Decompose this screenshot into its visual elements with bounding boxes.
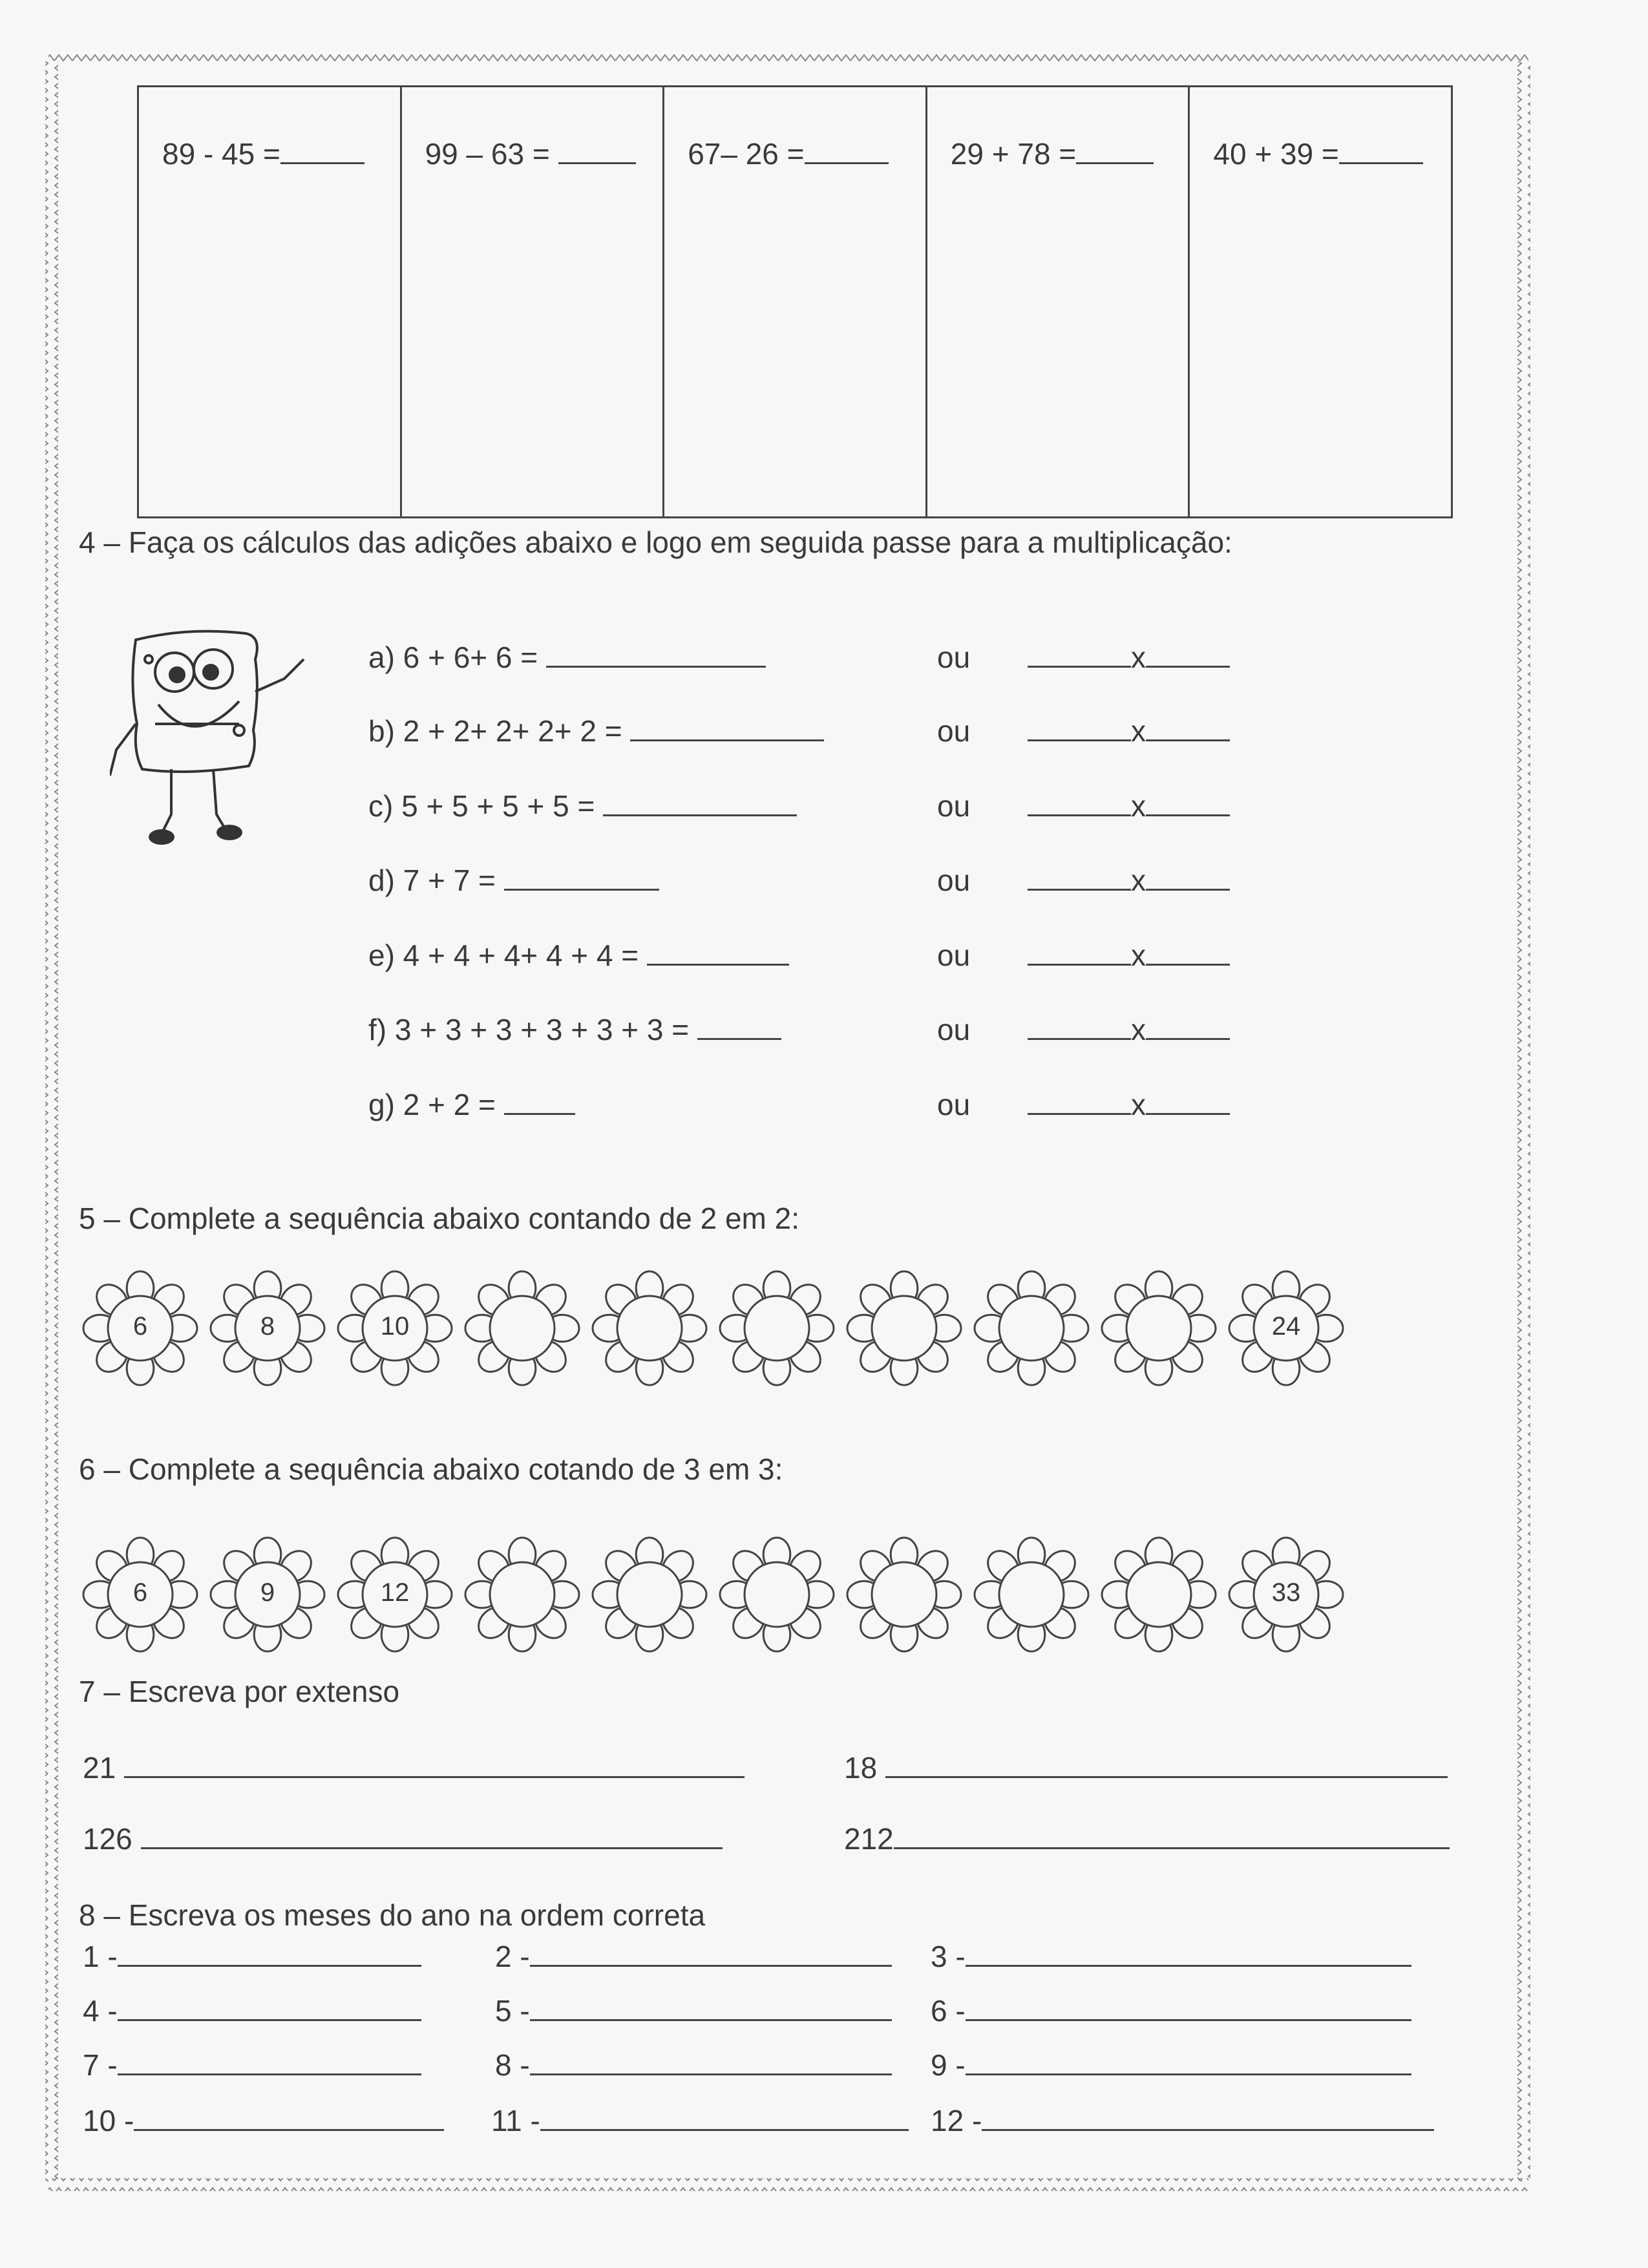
month-number: 10 - bbox=[83, 2104, 134, 2137]
flower-slot[interactable] bbox=[333, 1267, 456, 1390]
answer-blank[interactable] bbox=[805, 139, 889, 164]
q8-title: 8 – Escreva os meses do ano na ordem correta bbox=[79, 1898, 706, 1932]
answer-blank[interactable] bbox=[280, 139, 364, 164]
month-number: 2 - bbox=[495, 1940, 530, 1973]
flower-slot[interactable] bbox=[970, 1533, 1093, 1656]
sum-answer-blank[interactable] bbox=[504, 865, 659, 891]
or-word: ou bbox=[937, 641, 971, 674]
month-blank[interactable] bbox=[118, 2050, 421, 2075]
factor-blank[interactable] bbox=[1146, 865, 1230, 891]
month-blank[interactable] bbox=[966, 2050, 1411, 2075]
flower-icon bbox=[461, 1533, 584, 1656]
flower-slot[interactable] bbox=[843, 1533, 966, 1656]
or-word: ou bbox=[937, 714, 971, 748]
month-blank[interactable] bbox=[134, 2106, 444, 2131]
month-item bbox=[83, 2048, 421, 2083]
month-number: 9 - bbox=[931, 2048, 966, 2082]
flower-icon bbox=[588, 1267, 711, 1390]
factor-blank[interactable] bbox=[1028, 1015, 1131, 1040]
number-words-blank[interactable] bbox=[885, 1753, 1448, 1778]
month-blank[interactable] bbox=[530, 2050, 892, 2075]
factor-blank[interactable] bbox=[1146, 1090, 1230, 1115]
calc-expression: 29 + 78 = bbox=[950, 137, 1077, 171]
q6-title: 6 – Complete a sequência abaixo cotando de 3 em 3: bbox=[79, 1452, 783, 1486]
sum-row-f bbox=[368, 1012, 1273, 1051]
calc-table bbox=[137, 85, 1453, 518]
flower-slot[interactable] bbox=[461, 1267, 584, 1390]
flower-slot[interactable] bbox=[715, 1267, 838, 1390]
flower-number: 6 bbox=[132, 1312, 148, 1341]
flower-slot[interactable] bbox=[79, 1267, 202, 1390]
calc-expression: 67– 26 = bbox=[688, 137, 805, 171]
month-item bbox=[83, 1993, 421, 2028]
flower-icon bbox=[970, 1533, 1093, 1656]
flower-number: 9 bbox=[260, 1578, 275, 1607]
flower-slot[interactable] bbox=[1225, 1267, 1347, 1390]
flower-slot[interactable] bbox=[1097, 1267, 1220, 1390]
number-words-blank[interactable] bbox=[124, 1753, 745, 1778]
calc-cell[interactable] bbox=[927, 87, 1190, 516]
month-item bbox=[931, 1993, 1411, 2028]
flower-number: 12 bbox=[380, 1578, 410, 1607]
flower-slot[interactable] bbox=[588, 1267, 711, 1390]
sum-row-b bbox=[368, 714, 1273, 752]
calc-expression: 99 – 63 = bbox=[425, 137, 550, 171]
month-item bbox=[495, 1939, 892, 1974]
times-sign: x bbox=[1131, 789, 1146, 823]
sum-answer-blank[interactable] bbox=[603, 791, 797, 816]
flower-icon bbox=[588, 1533, 711, 1656]
flower-number: 33 bbox=[1271, 1578, 1301, 1607]
sum-row-e bbox=[368, 938, 1273, 977]
sum-answer-blank[interactable] bbox=[647, 940, 789, 966]
flower-icon bbox=[1097, 1267, 1220, 1390]
flower-icon bbox=[843, 1533, 966, 1656]
month-item bbox=[495, 2048, 892, 2083]
flower-slot[interactable] bbox=[970, 1267, 1093, 1390]
month-number: 5 - bbox=[495, 1994, 530, 2028]
flower-slot[interactable] bbox=[588, 1533, 711, 1656]
times-sign: x bbox=[1131, 641, 1146, 674]
times-sign: x bbox=[1131, 714, 1146, 748]
sum-row-d bbox=[368, 863, 1273, 902]
number-label: 126 bbox=[83, 1822, 132, 1856]
flower-icon bbox=[970, 1267, 1093, 1390]
sum-label: d) 7 + 7 = bbox=[368, 864, 496, 897]
or-word: ou bbox=[937, 789, 971, 823]
flower-icon bbox=[461, 1267, 584, 1390]
month-blank[interactable] bbox=[982, 2106, 1434, 2131]
sum-label: e) 4 + 4 + 4+ 4 + 4 = bbox=[368, 938, 639, 972]
sum-answer-blank[interactable] bbox=[697, 1015, 781, 1040]
factor-blank[interactable] bbox=[1028, 865, 1131, 891]
flower-slot[interactable] bbox=[206, 1267, 329, 1390]
month-number: 11 - bbox=[491, 2104, 540, 2137]
answer-blank[interactable] bbox=[1076, 139, 1154, 164]
month-item bbox=[931, 1939, 1411, 1974]
flower-number: 8 bbox=[260, 1312, 275, 1341]
number-label: 21 bbox=[83, 1751, 116, 1785]
answer-blank[interactable] bbox=[1339, 139, 1423, 164]
sum-label: c) 5 + 5 + 5 + 5 = bbox=[368, 789, 595, 823]
month-blank[interactable] bbox=[118, 1942, 421, 1967]
month-item bbox=[83, 2103, 444, 2138]
factor-blank[interactable] bbox=[1028, 1090, 1131, 1115]
month-item bbox=[83, 1939, 421, 1974]
number-label: 212 bbox=[844, 1822, 894, 1856]
sum-row-a bbox=[368, 640, 1273, 679]
calc-expression: 89 - 45 = bbox=[162, 137, 280, 171]
factor-blank[interactable] bbox=[1028, 940, 1131, 966]
month-item bbox=[931, 2048, 1411, 2083]
month-number: 12 - bbox=[931, 2104, 982, 2137]
calc-cell[interactable] bbox=[139, 87, 402, 516]
flower-slot[interactable] bbox=[333, 1533, 456, 1656]
sum-answer-blank[interactable] bbox=[504, 1090, 575, 1115]
flower-number: 24 bbox=[1271, 1312, 1301, 1341]
flower-slot[interactable] bbox=[715, 1533, 838, 1656]
flower-slot[interactable] bbox=[843, 1267, 966, 1390]
q5-title: 5 – Complete a sequência abaixo contando de 2 em 2: bbox=[79, 1202, 799, 1235]
flower-slot[interactable] bbox=[461, 1533, 584, 1656]
factor-blank[interactable] bbox=[1028, 642, 1131, 668]
sum-answer-blank[interactable] bbox=[630, 716, 824, 741]
or-word: ou bbox=[937, 864, 971, 897]
number-label: 18 bbox=[844, 1751, 878, 1785]
factor-blank[interactable] bbox=[1028, 791, 1131, 816]
flower-slot[interactable] bbox=[206, 1533, 329, 1656]
sum-row-c bbox=[368, 789, 1273, 827]
month-blank[interactable] bbox=[540, 2106, 909, 2131]
q4-title: 4 – Faça os cálculos das adições abaixo e logo em seguida passe para a multiplicação: bbox=[79, 525, 1232, 559]
answer-blank[interactable] bbox=[558, 139, 636, 164]
times-sign: x bbox=[1131, 864, 1146, 897]
factor-blank[interactable] bbox=[1146, 1015, 1230, 1040]
sum-label: b) 2 + 2+ 2+ 2+ 2 = bbox=[368, 714, 622, 748]
or-word: ou bbox=[937, 1013, 971, 1046]
flower-slot[interactable] bbox=[1097, 1533, 1220, 1656]
sum-row-g bbox=[368, 1087, 1273, 1126]
flower-icon bbox=[1097, 1533, 1220, 1656]
number-words-blank[interactable] bbox=[894, 1824, 1450, 1849]
month-item bbox=[491, 2103, 909, 2138]
month-item bbox=[495, 1993, 892, 2028]
number-words-item bbox=[83, 1821, 723, 1856]
month-number: 7 - bbox=[83, 2048, 118, 2082]
q7-title: 7 – Escreva por extenso bbox=[79, 1675, 400, 1708]
month-blank[interactable] bbox=[966, 1942, 1411, 1967]
number-words-item bbox=[844, 1750, 1448, 1785]
flower-slot[interactable] bbox=[1225, 1533, 1347, 1656]
flower-icon bbox=[715, 1267, 838, 1390]
factor-blank[interactable] bbox=[1146, 716, 1230, 741]
factor-blank[interactable] bbox=[1146, 791, 1230, 816]
month-number: 8 - bbox=[495, 2048, 530, 2082]
sum-label: a) 6 + 6+ 6 = bbox=[368, 641, 538, 674]
month-number: 6 - bbox=[931, 1994, 966, 2028]
or-word: ou bbox=[937, 938, 971, 972]
calc-cell[interactable] bbox=[1190, 87, 1451, 516]
factor-blank[interactable] bbox=[1146, 642, 1230, 668]
factor-blank[interactable] bbox=[1146, 940, 1230, 966]
or-word: ou bbox=[937, 1088, 971, 1121]
month-number: 1 - bbox=[83, 1940, 118, 1973]
month-blank[interactable] bbox=[966, 1996, 1411, 2021]
sponge-character-icon bbox=[110, 620, 317, 860]
sum-label: g) 2 + 2 = bbox=[368, 1088, 496, 1121]
times-sign: x bbox=[1131, 1013, 1146, 1046]
month-item bbox=[931, 2103, 1434, 2138]
flower-slot[interactable] bbox=[79, 1533, 202, 1656]
times-sign: x bbox=[1131, 1088, 1146, 1121]
calc-expression: 40 + 39 = bbox=[1213, 137, 1339, 171]
number-words-item bbox=[83, 1750, 745, 1785]
number-words-blank[interactable] bbox=[141, 1824, 723, 1849]
month-number: 3 - bbox=[931, 1940, 966, 1973]
factor-blank[interactable] bbox=[1028, 716, 1131, 741]
flower-number: 6 bbox=[132, 1578, 148, 1607]
sum-label: f) 3 + 3 + 3 + 3 + 3 + 3 = bbox=[368, 1013, 690, 1046]
month-blank[interactable] bbox=[530, 1942, 892, 1967]
number-words-item bbox=[844, 1821, 1450, 1856]
times-sign: x bbox=[1131, 938, 1146, 972]
flower-icon bbox=[843, 1267, 966, 1390]
calc-cell[interactable] bbox=[664, 87, 927, 516]
sum-answer-blank[interactable] bbox=[546, 642, 766, 668]
flower-icon bbox=[715, 1533, 838, 1656]
flower-number: 10 bbox=[380, 1312, 410, 1341]
calc-cell[interactable] bbox=[402, 87, 665, 516]
month-blank[interactable] bbox=[530, 1996, 892, 2021]
month-number: 4 - bbox=[83, 1994, 118, 2028]
month-blank[interactable] bbox=[118, 1996, 421, 2021]
